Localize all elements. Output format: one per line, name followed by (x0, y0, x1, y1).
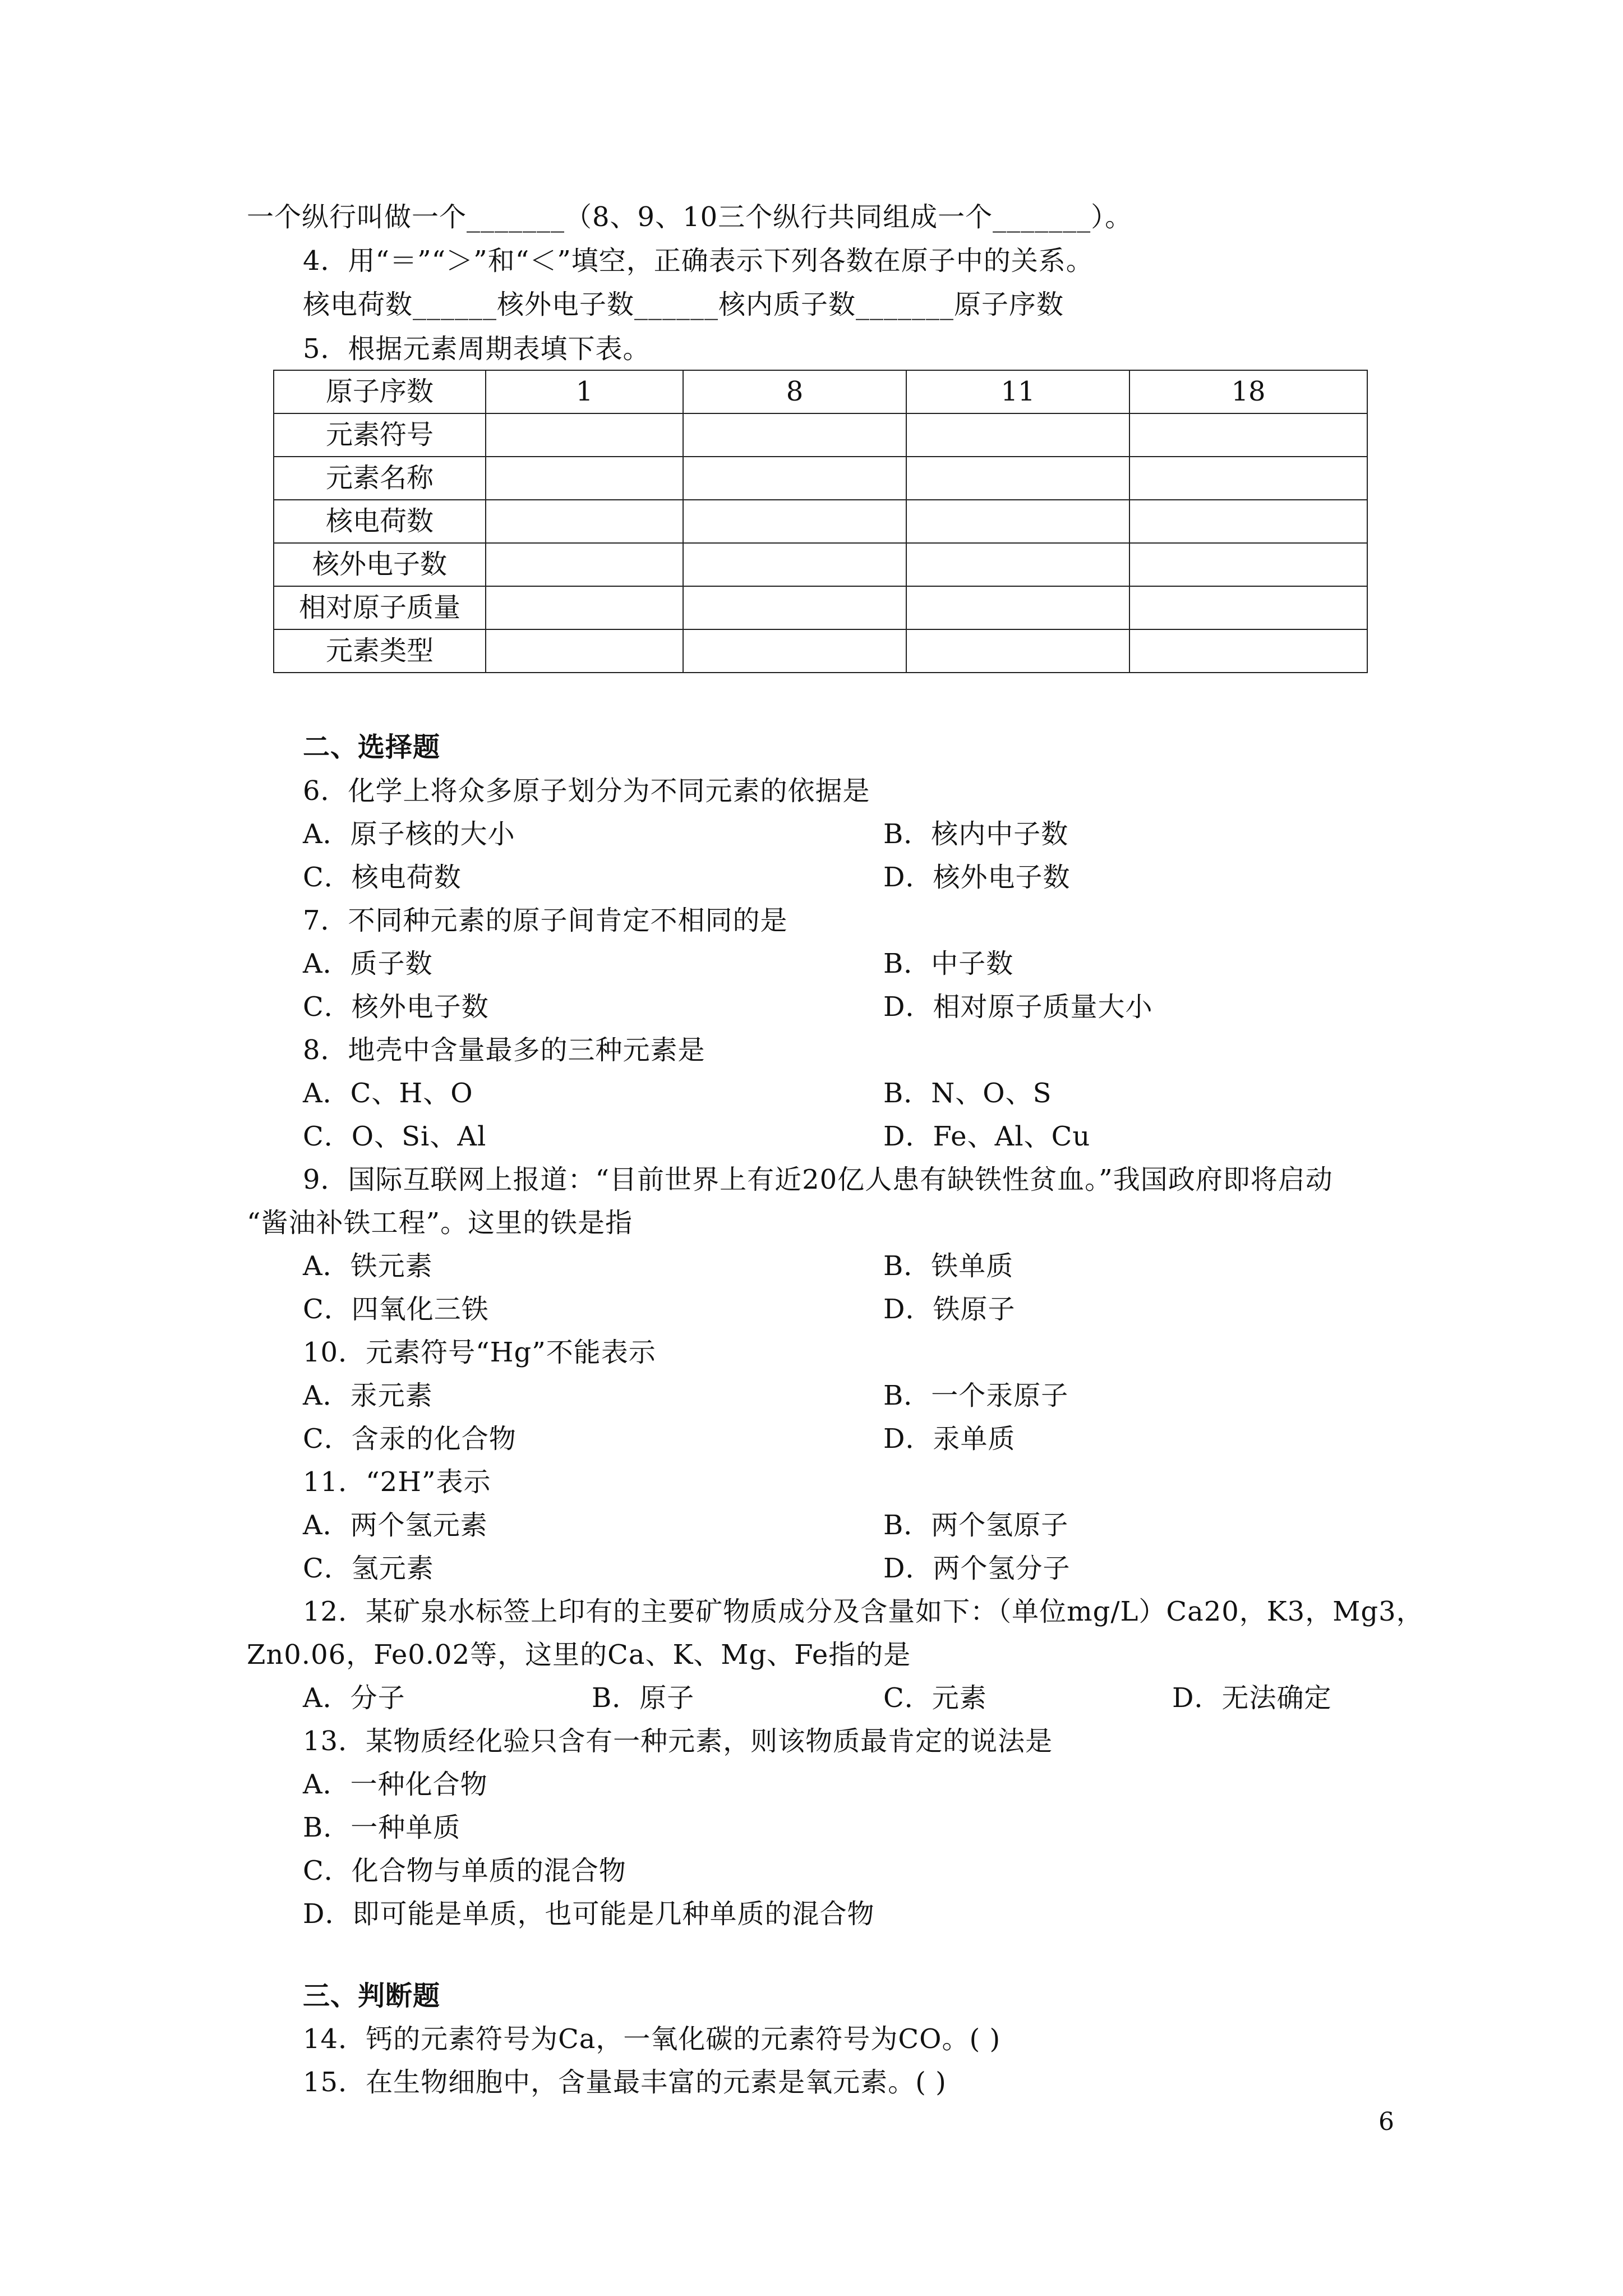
option-a[interactable]: A．汞元素 (303, 1380, 433, 1411)
option-b[interactable]: B．一个汞原子 (883, 1380, 1069, 1411)
table-row (274, 543, 1367, 586)
judgement-question: 14．钙的元素符号为Ca，一氧化碳的元素符号为CO。( ) (303, 2023, 1001, 2055)
option-d[interactable]: D．无法确定 (1172, 1682, 1332, 1714)
table-cell: 11 (906, 370, 1129, 413)
q5-stem: 5．根据元素周期表填下表。 (303, 333, 651, 365)
judgement-question: 15．在生物细胞中，含量最丰富的元素是氧元素。( ) (303, 2067, 947, 2098)
table-cell[interactable] (906, 500, 1129, 543)
table-cell[interactable] (906, 543, 1129, 586)
table-cell[interactable] (683, 543, 906, 586)
option-b[interactable]: B．原子 (592, 1682, 695, 1714)
option-c[interactable]: C．核外电子数 (303, 991, 489, 1023)
table-row (274, 413, 1367, 457)
question-stem: 10．元素符号“Hg”不能表示 (303, 1337, 656, 1368)
question-stem: 8．地壳中含量最多的三种元素是 (303, 1034, 706, 1066)
option-b[interactable]: B．铁单质 (883, 1250, 1014, 1282)
option-d[interactable]: D．Fe、Al、Cu (883, 1121, 1091, 1152)
section-title: 三、判断题 (303, 1980, 441, 2012)
question-stem: 11．“2H”表示 (303, 1466, 491, 1498)
question-stem: 6．化学上将众多原子划分为不同元素的依据是 (303, 775, 870, 807)
option-c[interactable]: C．氢元素 (303, 1553, 434, 1584)
option-d[interactable]: D．两个氢分子 (883, 1553, 1071, 1584)
table-cell[interactable] (1129, 586, 1367, 629)
intro-line: 一个纵行叫做一个_______（8、9、10三个纵行共同组成一个_______）。 (247, 201, 1133, 233)
option-d[interactable]: D．即可能是单质，也可能是几种单质的混合物 (303, 1898, 875, 1930)
table-cell[interactable] (683, 629, 906, 673)
table-row (274, 629, 1367, 673)
table-cell: 18 (1129, 370, 1367, 413)
option-b[interactable]: B．核内中子数 (883, 818, 1069, 850)
table-row-label: 核外电子数 (274, 543, 486, 586)
table-cell[interactable] (486, 629, 683, 673)
table-cell[interactable] (1129, 413, 1367, 457)
option-a[interactable]: A．两个氢元素 (303, 1510, 488, 1541)
option-a[interactable]: A．分子 (303, 1682, 405, 1714)
option-b[interactable]: B．N、O、S (883, 1078, 1052, 1109)
question-stem: 7．不同种元素的原子间肯定不相同的是 (303, 905, 788, 936)
table-cell[interactable] (1129, 500, 1367, 543)
table-row (274, 457, 1367, 500)
question-stem: 12．某矿泉水标签上印有的主要矿物质成分及含量如下：（单位mg/L）Ca20，K3，Mg3， (303, 1596, 1424, 1627)
option-a[interactable]: A．C、H、O (303, 1078, 473, 1109)
table-cell[interactable] (486, 500, 683, 543)
table-cell[interactable] (486, 543, 683, 586)
table-row-label: 相对原子质量 (274, 586, 486, 629)
option-c[interactable]: C．化合物与单质的混合物 (303, 1855, 626, 1887)
option-d[interactable]: D．铁原子 (883, 1294, 1016, 1325)
section-title: 二、选择题 (303, 731, 441, 763)
table-cell[interactable] (906, 586, 1129, 629)
table-cell[interactable] (1129, 629, 1367, 673)
question-stem: 13．某物质经化验只含有一种元素，则该物质最肯定的说法是 (303, 1726, 1053, 1757)
table-header-row (274, 370, 1367, 413)
table-cell: 1 (486, 370, 683, 413)
option-a[interactable]: A．质子数 (303, 948, 433, 979)
element-table (273, 370, 1368, 673)
table-row-label: 元素类型 (274, 629, 486, 673)
table-cell[interactable] (906, 457, 1129, 500)
option-c[interactable]: C．O、Si、Al (303, 1121, 487, 1152)
option-d[interactable]: D．相对原子质量大小 (883, 991, 1153, 1023)
table-cell[interactable] (1129, 543, 1367, 586)
table-cell[interactable] (683, 500, 906, 543)
option-c[interactable]: C．含汞的化合物 (303, 1423, 517, 1455)
table-cell[interactable] (683, 413, 906, 457)
option-b[interactable]: B．两个氢原子 (883, 1510, 1069, 1541)
table-row-label: 核电荷数 (274, 500, 486, 543)
table-cell[interactable] (906, 413, 1129, 457)
table-cell[interactable] (1129, 457, 1367, 500)
option-c[interactable]: C．四氧化三铁 (303, 1294, 489, 1325)
table-cell[interactable] (906, 629, 1129, 673)
q4-stem: 4．用“＝”“＞”和“＜”填空，正确表示下列各数在原子中的关系。 (303, 245, 1094, 277)
question-stem: 9．国际互联网上报道：“目前世界上有近20亿人患有缺铁性贫血。”我国政府即将启动 (303, 1164, 1333, 1195)
table-cell[interactable] (486, 413, 683, 457)
table-cell[interactable] (683, 586, 906, 629)
table-row-label: 元素名称 (274, 457, 486, 500)
option-a[interactable]: A．一种化合物 (303, 1769, 488, 1800)
table-cell[interactable] (486, 457, 683, 500)
option-c[interactable]: C．核电荷数 (303, 862, 462, 893)
option-b[interactable]: B．中子数 (883, 948, 1014, 979)
option-d[interactable]: D．汞单质 (883, 1423, 1016, 1455)
table-row (274, 586, 1367, 629)
table-cell[interactable] (683, 457, 906, 500)
option-c[interactable]: C．元素 (883, 1682, 987, 1714)
table-cell: 原子序数 (274, 370, 486, 413)
option-a[interactable]: A．铁元素 (303, 1250, 433, 1282)
table-cell: 8 (683, 370, 906, 413)
table-cell[interactable] (486, 586, 683, 629)
table-row-label: 元素符号 (274, 413, 486, 457)
option-b[interactable]: B．一种单质 (303, 1812, 461, 1843)
page-number: 6 (1378, 2108, 1394, 2136)
question-stem-continued: “酱油补铁工程”。这里的铁是指 (247, 1207, 633, 1239)
question-stem-continued: Zn0.06，Fe0.02等，这里的Ca、K、Mg、Fe指的是 (247, 1639, 911, 1671)
option-a[interactable]: A．原子核的大小 (303, 818, 515, 850)
option-d[interactable]: D．核外电子数 (883, 862, 1071, 893)
table-row (274, 500, 1367, 543)
q4-blanks-line: 核电荷数______核外电子数______核内质子数_______原子序数 (303, 289, 1064, 320)
